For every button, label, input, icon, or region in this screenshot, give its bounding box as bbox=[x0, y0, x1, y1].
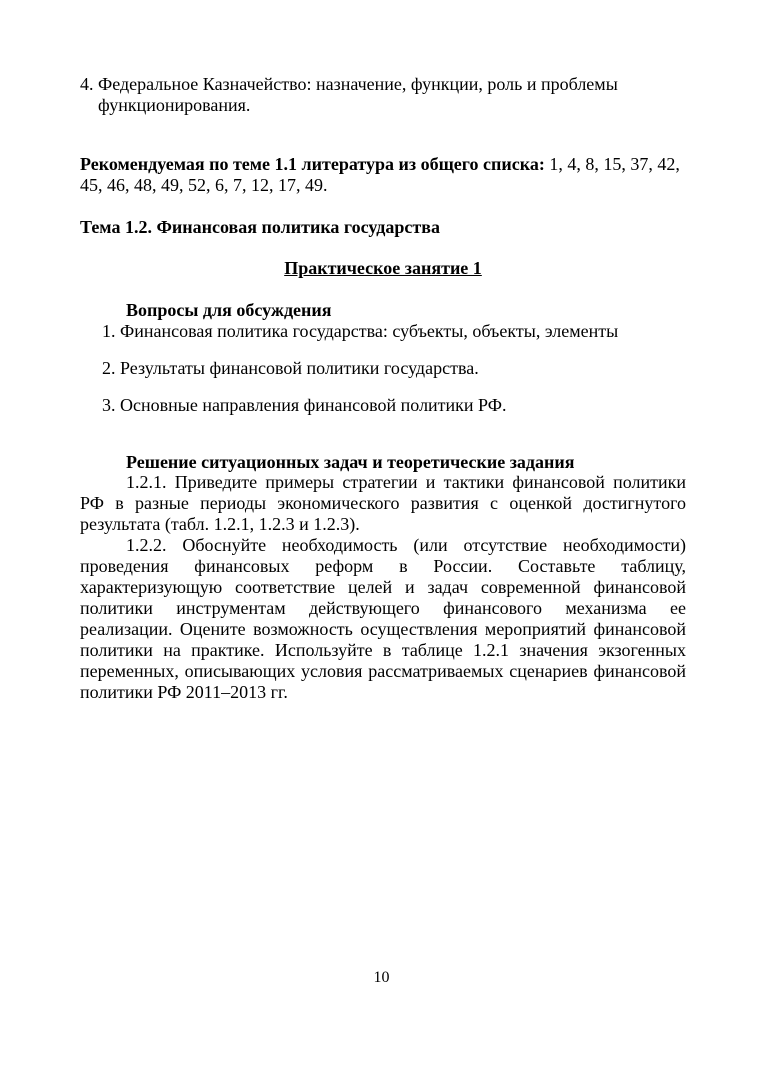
task-paragraph bbox=[80, 472, 686, 535]
task-line: политики РФ 2011–2013 гг. bbox=[80, 682, 288, 702]
question-text: Финансовая политика государства: субъекты, объекты, элементы bbox=[120, 321, 619, 341]
literature-paragraph bbox=[80, 154, 686, 196]
task-line: результата (табл. 1.2.1, 1.2.3 и 1.2.3). bbox=[80, 514, 360, 534]
question-item bbox=[102, 358, 686, 379]
question-text: Результаты финансовой политики государства. bbox=[120, 358, 479, 378]
task-line: 1.2.1. Приведите примеры стратегии и тактики финансовой политики bbox=[126, 472, 686, 492]
literature-label: Рекомендуемая по теме 1.1 литература из общего списка: bbox=[80, 154, 545, 174]
task-line: 1.2.2. Обоснуйте необходимость (или отсутствие необходимости) bbox=[126, 535, 686, 555]
list-item-number: 4. bbox=[80, 74, 94, 94]
task-line: проведения финансовых реформ в России. Составьте таблицу, bbox=[80, 556, 686, 576]
task-paragraph bbox=[80, 535, 686, 703]
tasks-heading: Решение ситуационных задач и теоретические задания bbox=[126, 452, 575, 472]
question-number: 3. bbox=[102, 395, 116, 415]
question-number: 2. bbox=[102, 358, 116, 378]
practical-title: Практическое занятие 1 bbox=[284, 258, 482, 278]
page-number: 10 bbox=[373, 969, 390, 986]
question-number: 1. bbox=[102, 321, 116, 341]
literature-list-continued: 45, 46, 48, 49, 52, 6, 7, 12, 17, 49. bbox=[80, 175, 328, 195]
list-item bbox=[80, 74, 686, 116]
list-item-text-line: Федеральное Казначейство: назначение, функции, роль и проблемы bbox=[98, 74, 618, 94]
literature-list: 1, 4, 8, 15, 37, 42, bbox=[544, 154, 680, 174]
list-item-text-line: функционирования. bbox=[98, 95, 251, 115]
question-item bbox=[102, 321, 686, 342]
topic-title: Тема 1.2. Финансовая политика государства bbox=[80, 217, 440, 237]
question-item bbox=[102, 395, 686, 416]
task-line: реализации. Оцените возможность осуществления мероприятий финансовой bbox=[80, 619, 686, 639]
question-text: Основные направления финансовой политики РФ. bbox=[120, 395, 507, 415]
task-line: политики инструментам действующего финансового механизма ее bbox=[80, 598, 686, 618]
task-line: переменных, описывающих условия рассматриваемых сценариев финансовой bbox=[80, 661, 686, 681]
questions-heading: Вопросы для обсуждения bbox=[126, 300, 332, 320]
task-line: РФ в разные периоды экономического развития с оценкой достигнутого bbox=[80, 493, 686, 513]
task-line: политики на практике. Используйте в таблице 1.2.1 значения экзогенных bbox=[80, 640, 686, 660]
task-line: характеризующую соответствие целей и задач современной финансовой bbox=[80, 577, 686, 597]
